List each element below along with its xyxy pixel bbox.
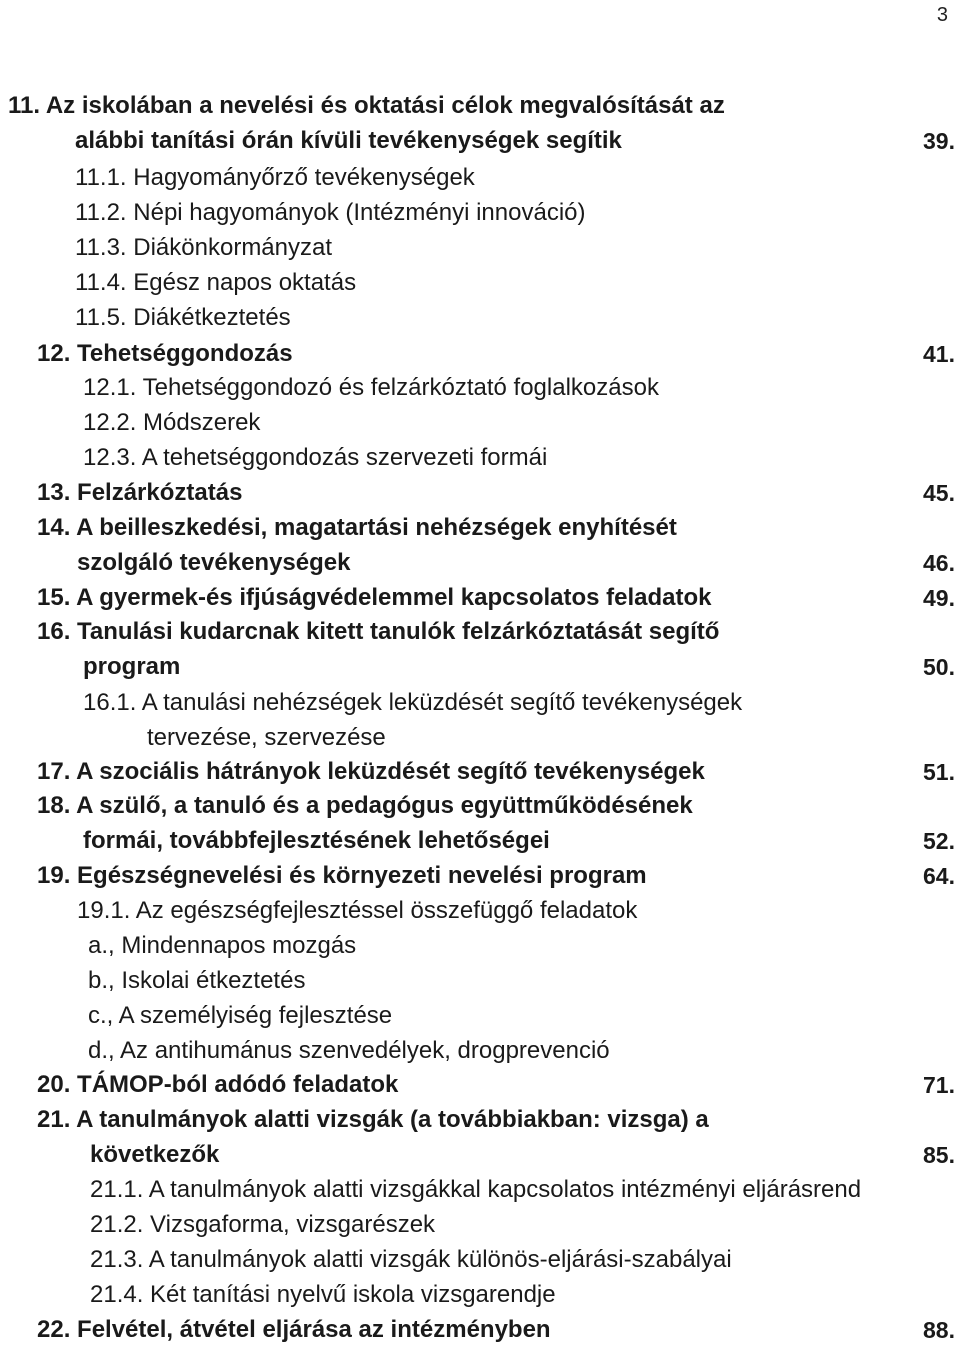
toc-entry: [0, 893, 960, 929]
toc-entry-title: 13. Felzárkóztatás: [37, 479, 243, 506]
toc-entry-title: 21.1. A tanulmányok alatti vizsgákkal kapcsolatos intézményi eljárásrend: [90, 1176, 862, 1203]
toc-entry-page: 39.: [923, 128, 955, 154]
toc-entry: [0, 545, 960, 581]
toc-entry-title: 21.4. Két tanítási nyelvű iskola vizsgarendje: [90, 1281, 556, 1308]
toc-entry-title: 18. A szülő, a tanuló és a pedagógus együttműködésének: [37, 792, 693, 819]
toc-entry-page: 51.: [923, 759, 955, 785]
toc-entry-title: 12.1. Tehetséggondozó és felzárkóztató foglalkozások: [83, 374, 659, 401]
toc-entry-title: tervezése, szervezése: [147, 724, 386, 751]
toc-entry-title: 12.3. A tehetséggondozás szervezeti formái: [83, 444, 548, 471]
toc-entry-page: 46.: [923, 550, 955, 576]
toc-entry-title: program: [83, 653, 181, 680]
toc-entry-title: következők: [90, 1141, 220, 1168]
toc-entry-title: 12. Tehetséggondozás: [37, 340, 293, 367]
toc-entry-title: a., Mindennapos mozgás: [88, 932, 357, 959]
toc-entry: [0, 1067, 960, 1103]
toc-entry: [0, 1312, 960, 1348]
toc-entry: [0, 1207, 960, 1243]
toc-entry: [0, 475, 960, 511]
toc-entry: [0, 230, 960, 266]
toc-entry: [0, 1242, 960, 1278]
toc-entry-title: 22. Felvétel, átvétel eljárása az intézményben: [37, 1316, 551, 1343]
toc-entry: [0, 1033, 960, 1069]
toc-entry-page: 71.: [923, 1072, 955, 1098]
toc-entry-title: 21. A tanulmányok alatti vizsgák (a továbbiakban: vizsga) a: [37, 1106, 709, 1133]
toc-entry: [0, 123, 960, 159]
toc-entry: [0, 580, 960, 616]
toc-entry: [0, 858, 960, 894]
page-number: 3: [936, 4, 948, 26]
toc-entry: [0, 370, 960, 406]
toc-entry-title: 15. A gyermek-és ifjúságvédelemmel kapcsolatos feladatok: [37, 584, 712, 611]
toc-entry-page: 52.: [923, 828, 955, 854]
toc-entry: [0, 265, 960, 301]
toc-entry-page: 64.: [923, 863, 955, 889]
toc-entry-page: 85.: [923, 1142, 955, 1168]
toc-entry-title: formái, továbbfejlesztésének lehetőségei: [83, 827, 550, 854]
toc-entry: [0, 720, 960, 756]
toc-entry: [0, 88, 960, 124]
toc-entry-title: 14. A beilleszkedési, magatartási nehézségek enyhítését: [37, 514, 677, 541]
toc-entry-title: 19.1. Az egészségfejlesztéssel összefüggő feladatok: [77, 897, 638, 924]
toc-entry: [0, 614, 960, 650]
toc-entry: [0, 685, 960, 721]
toc-entry-title: b., Iskolai étkeztetés: [88, 967, 306, 994]
toc-entry-title: alábbi tanítási órán kívüli tevékenységek segítik: [75, 127, 622, 154]
toc-entry-title: 16. Tanulási kudarcnak kitett tanulók felzárkóztatását segítő: [37, 618, 720, 645]
toc-entry: [0, 649, 960, 685]
toc-entry-title: 11.1. Hagyományőrző tevékenységek: [75, 164, 475, 191]
toc-entry: [0, 963, 960, 999]
toc-entry-title: 11. Az iskolában a nevelési és oktatási célok megvalósítását az: [8, 92, 725, 119]
toc-entry: [0, 1102, 960, 1138]
toc-entry: [0, 788, 960, 824]
toc-entry-title: 11.5. Diákétkeztetés: [75, 304, 291, 331]
toc-entry: [0, 998, 960, 1034]
toc-entry-title: 19. Egészségnevelési és környezeti nevelési program: [37, 862, 647, 889]
toc-entry: [0, 160, 960, 196]
toc-entry-page: 50.: [923, 654, 955, 680]
toc-entry-title: 11.2. Népi hagyományok (Intézményi innováció): [75, 199, 586, 226]
toc-entry: [0, 195, 960, 231]
toc-entry: [0, 823, 960, 859]
toc-entry-title: d., Az antihumánus szenvedélyek, drogprevenció: [88, 1037, 610, 1064]
toc-entry: [0, 754, 960, 790]
toc-entry: [0, 405, 960, 441]
toc-entry: [0, 510, 960, 546]
toc-entry-title: c., A személyiség fejlesztése: [88, 1002, 393, 1029]
toc-entry-page: 45.: [923, 480, 955, 506]
toc-entry-title: 11.4. Egész napos oktatás: [75, 269, 357, 296]
toc-entry-page: 88.: [923, 1317, 955, 1343]
toc-entry-title: 17. A szociális hátrányok leküzdését segítő tevékenységek: [37, 758, 705, 785]
toc-entry: [0, 1137, 960, 1173]
toc-entry-title: szolgáló tevékenységek: [77, 549, 351, 576]
toc-entry: [0, 1172, 960, 1208]
toc-entry-title: 11.3. Diákönkormányzat: [75, 234, 333, 261]
toc-entry-title: 21.3. A tanulmányok alatti vizsgák különös-eljárási-szabályai: [90, 1246, 732, 1273]
toc-entry: [0, 1277, 960, 1313]
toc-entry: [0, 336, 960, 372]
toc-entry-page: 49.: [923, 585, 955, 611]
toc-entry-title: 20. TÁMOP-ból adódó feladatok: [37, 1071, 399, 1098]
toc-entry-page: 41.: [923, 341, 955, 367]
toc-entry: [0, 440, 960, 476]
toc-entry-title: 21.2. Vizsgaforma, vizsgarészek: [90, 1211, 436, 1238]
toc-entry-title: 16.1. A tanulási nehézségek leküzdését segítő tevékenységek: [83, 689, 743, 716]
toc-entry-title: 12.2. Módszerek: [83, 409, 261, 436]
toc-entry: [0, 928, 960, 964]
toc-entry: [0, 300, 960, 336]
